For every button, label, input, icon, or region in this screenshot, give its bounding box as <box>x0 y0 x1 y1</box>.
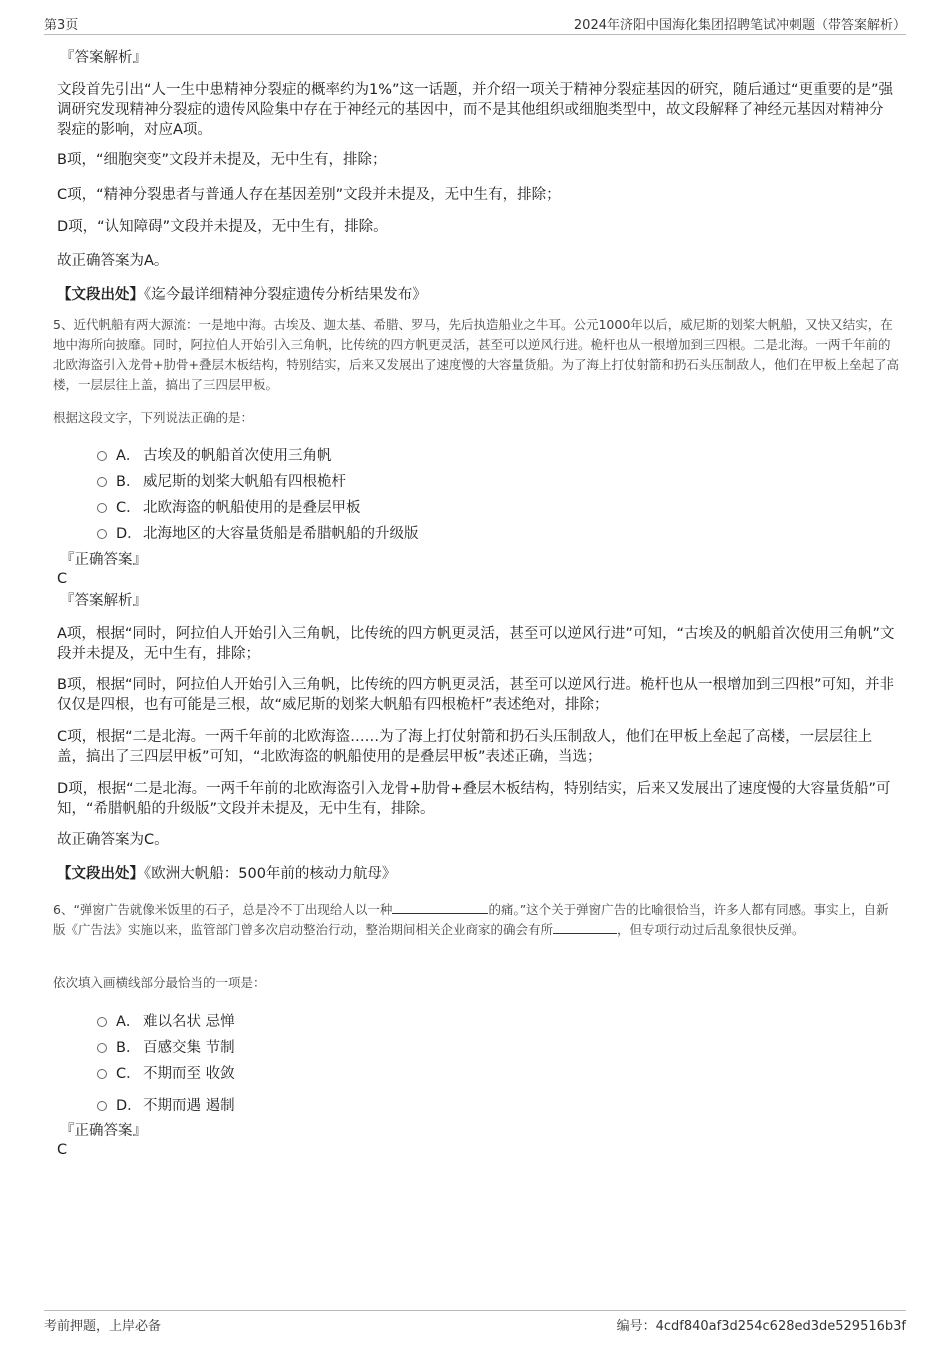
radio-icon[interactable] <box>97 529 107 539</box>
q5-conclusion: 故正确答案为C。 <box>57 832 169 848</box>
q5-prompt: 根据这段文字，下列说法正确的是： <box>53 410 254 425</box>
q5-option-a[interactable]: A． 古埃及的帆船首次使用三角帆 <box>97 444 332 465</box>
q5-source-label: 【文段出处】 <box>57 866 144 882</box>
q6-option-c[interactable]: C． 不期而至 收敛 <box>97 1062 235 1083</box>
document-title: 2024年济阳中国海化集团招聘笔试冲刺题（带答案解析） <box>573 18 906 33</box>
q6-stem: 6、“弹窗广告就像米饭里的石子，总是冷不丁出现给人以一种 的痛。”这个关于弹窗广告的比喻很恰当，许多人都有同感。事实上，自新版《广告法》实施以来，监管部门曾多次启动整治行动，整治期间相关企业商家的确会有所 ，但专项行动过后乱象很快反弹。 <box>53 902 889 937</box>
page-number: 第3页 <box>44 18 79 33</box>
q4-analysis-d: D项，“认知障碍”文段并未提及，无中生有，排除。 <box>57 219 388 235</box>
fill-blank-2[interactable] <box>553 920 617 934</box>
q5-analysis-b: B项，根据“同时，阿拉伯人开始引入三角帆，比传统的四方帆更灵活，甚至可以逆风行进。桅杆也从一根增加到三四根”可知，并非仅仅是四根，也有可能是三根，故“威尼斯的划桨大帆船有四根桅杆”表述绝对，排除； <box>57 677 894 713</box>
radio-icon[interactable] <box>97 451 107 461</box>
q5-source-text: 《欧洲大帆船：500年前的核动力航母》 <box>144 866 397 882</box>
q5-option-d[interactable]: D．北海地区的大容量货船是希腊帆船的升级版 <box>97 522 419 543</box>
q6-option-b[interactable]: B． 百感交集 节制 <box>97 1036 235 1057</box>
q5-analysis-c: C项，根据“二是北海。一两千年前的北欧海盗……为了海上打仗射箭和扔石头压制敌人，他们在甲板上垒起了高楼，一层层往上盖，搞出了三四层甲板”可知，“北欧海盗的帆船使用的是叠层甲板”表述正确，当选； <box>57 729 873 765</box>
q4-analysis-b: B项，“细胞突变”文段并未提及，无中生有，排除； <box>57 152 387 168</box>
q6-answer-title: 『正确答案』 <box>60 1123 147 1139</box>
footer-slogan: 考前押题，上岸必备 <box>44 1319 162 1334</box>
q4-source-label: 【文段出处】 <box>57 287 144 303</box>
q4-analysis-c: C项，“精神分裂患者与普通人存在基因差别”文段并未提及，无中生有，排除； <box>57 187 561 203</box>
q4-analysis-title: 『答案解析』 <box>60 50 147 66</box>
q4-source <box>57 285 427 305</box>
q4-source-text: 《迄今最详细精神分裂症遗传分析结果发布》 <box>144 287 427 303</box>
radio-icon[interactable] <box>97 1069 107 1079</box>
q6-prompt: 依次填入画横线部分最恰当的一项是： <box>53 975 266 990</box>
q6-answer: C <box>57 1142 68 1158</box>
q5-option-c[interactable]: C． 北欧海盗的帆船使用的是叠层甲板 <box>97 496 361 517</box>
q5-source <box>57 864 396 884</box>
document-code: 编号：4cdf840af3d254c628ed3de529516b3f <box>616 1319 906 1334</box>
q4-analysis-intro: 文段首先引出“人一生中患精神分裂症的概率约为1%”这一话题，并介绍一项关于精神分裂症基因的研究，随后通过“更重要的是”强调研究发现精神分裂症的遗传风险集中存在于神经元的基因中，而不是其他组织或细胞类型中，故文段解释了神经元基因对精神分裂症的影响，对应A项。 <box>57 82 894 138</box>
radio-icon[interactable] <box>97 1101 107 1111</box>
q6-option-a[interactable]: A． 难以名状 忌惮 <box>97 1010 235 1031</box>
page-footer <box>44 1310 906 1335</box>
q5-analysis-title: 『答案解析』 <box>60 593 147 609</box>
q5-answer-title: 『正确答案』 <box>60 552 147 568</box>
q6-option-d[interactable]: D．不期而遇 遏制 <box>97 1094 235 1115</box>
q5-analysis-d: D项，根据“二是北海。一两千年前的北欧海盗引入龙骨+肋骨+叠层木板结构，特别结实，后来又发展出了速度慢的大容量货船”可知，“希腊帆船的升级版”文段并未提及，无中生有，排除。 <box>57 781 891 817</box>
radio-icon[interactable] <box>97 1043 107 1053</box>
q4-conclusion: 故正确答案为A。 <box>57 253 169 269</box>
radio-icon[interactable] <box>97 503 107 513</box>
radio-icon[interactable] <box>97 1017 107 1027</box>
page-header <box>44 12 906 35</box>
q5-option-b[interactable]: B． 威尼斯的划桨大帆船有四根桅杆 <box>97 470 346 491</box>
q5-analysis-a: A项，根据“同时，阿拉伯人开始引入三角帆，比传统的四方帆更灵活，甚至可以逆风行进”可知，“古埃及的帆船首次使用三角帆”文段并未提及，无中生有，排除； <box>57 626 895 662</box>
fill-blank-1[interactable] <box>392 900 488 914</box>
radio-icon[interactable] <box>97 477 107 487</box>
q5-stem: 5、近代帆船有两大源流：一是地中海。古埃及、迦太基、希腊、罗马，先后执造船业之牛耳。公元1000年以后，威尼斯的划桨大帆船，又快又结实，在地中海所向披靡。同时，阿拉伯人开始引入三角帆，比传统的四方帆更灵活，甚至可以逆风行进。桅杆也从一根增加到三四根。二是北海。一两千年前的北欧海盗引入龙骨+肋骨+叠层木板结构，特别结实，后来又发展出了速度慢的大容量货船。为了海上打仗射箭和扔石头压制敌人，他们在甲板上垒起了高楼，一层层往上盖，搞出了三四层甲板。 <box>53 317 899 392</box>
q5-answer: C <box>57 571 68 587</box>
